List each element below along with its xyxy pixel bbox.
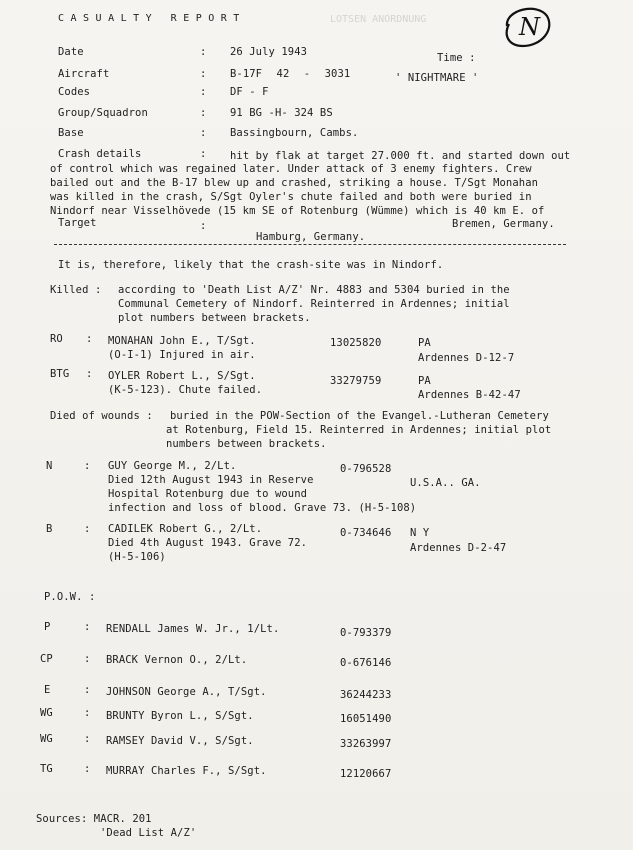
pow-pos-5: WG [40,733,53,745]
dow-colon-2: : [84,523,91,535]
pow-serial-3: 36244233 [340,689,392,701]
dow-pos-2: B [46,523,53,535]
base-colon: : [200,127,207,139]
killed-state-1: PA [418,337,431,349]
killed-note-1: (O-I-1) Injured in air. [108,349,256,361]
killed-name-1: MONAHAN John E., T/Sgt. [108,335,256,347]
date-value: 26 July 1943 [230,46,308,58]
dow-line-1: buried in the POW-Section of the Evangel.-Lutheran Cemetery [170,410,549,422]
base-label: Base [58,127,84,139]
date-label: Date [58,46,84,58]
dow-detail-2b: (H-5-106) [108,551,166,563]
pow-name-6: MURRAY Charles F., S/Sgt. [106,765,267,777]
report-title: CASUALTY REPORT [58,13,246,24]
codes-colon: : [200,86,207,98]
pow-pos-4: WG [40,707,53,719]
dow-detail-1a: Died 12th August 1943 in Reserve [108,474,314,486]
time-label: Time : [437,52,476,64]
codes-value: DF - F [230,86,269,98]
pow-pos-1: P [44,621,51,633]
aircraft-name: ' NIGHTMARE ' [395,72,479,84]
killed-state-2: PA [418,375,431,387]
pow-pos-3: E [44,684,51,696]
group-colon: : [200,107,207,119]
dow-detail-1b: Hospital Rotenburg due to wound [108,488,308,500]
crash-colon: : [200,148,207,160]
target-extra: Bremen, Germany. [452,218,555,230]
pow-label: P.O.W. : [44,591,96,603]
pow-colon-6: : [84,763,91,775]
dow-detail-2a: Died 4th August 1943. Grave 72. [108,537,308,549]
target-label: Target [58,217,97,229]
pow-pos-6: TG [40,763,53,775]
dow-detail-1c: infection and loss of blood. Grave 73. (H-5-108) [108,502,417,514]
killed-colon-2: : [86,368,93,380]
target-value: Hamburg, Germany. [256,231,366,243]
dow-label: Died of wounds : [50,410,153,422]
aircraft-colon: : [200,68,207,80]
killed-serial-1: 13025820 [330,337,382,349]
dow-name-2: CADILEK Robert G., 2/Lt. [108,523,263,535]
pow-serial-2: 0-676146 [340,657,392,669]
dow-grave-2: Ardennes D-2-47 [410,542,507,554]
killed-note-2: (K-5-123). Chute failed. [108,384,263,396]
aircraft-label: Aircraft [58,68,110,80]
pow-name-2: BRACK Vernon O., 2/Lt. [106,654,248,666]
dow-state-2: N Y [410,527,430,539]
pow-name-3: JOHNSON George A., T/Sgt. [106,686,267,698]
pow-pos-2: CP [40,653,53,665]
killed-label: Killed : [50,284,102,296]
date-colon: : [200,46,207,58]
killed-line-2: Communal Cemetery of Nindorf. Reinterred in Ardennes; initial [118,298,510,310]
dow-line-2: at Rotenburg, Field 15. Reinterred in Ardennes; initial plot [166,424,552,436]
sources-line-2: 'Dead List A/Z' [100,827,197,839]
dow-colon-1: : [84,460,91,472]
group-value: 91 BG -H- 324 BS [230,107,333,119]
killed-line-1: according to 'Death List A/Z' Nr. 4883 and 5304 buried in the [118,284,510,296]
sources-label: Sources: MACR. 201 [36,813,152,825]
divider-dashed [54,244,566,245]
killed-grave-2: Ardennes B-42-47 [418,389,521,401]
killed-grave-1: Ardennes D-12-7 [418,352,515,364]
dow-line-3: numbers between brackets. [166,438,327,450]
pow-colon-5: : [84,733,91,745]
bleed-through-text: LOTSEN ANORDNUNG [330,14,427,25]
dow-name-1: GUY George M., 2/Lt. [108,460,237,472]
pow-name-1: RENDALL James W. Jr., 1/Lt. [106,623,280,635]
pow-colon-4: : [84,707,91,719]
crash-line-5: Nindorf near Visselhövede (15 km SE of Rotenburg (Wümme) which is 40 km E. of [50,205,545,217]
codes-label: Codes [58,86,91,98]
crash-site-note: It is, therefore, likely that the crash-site was in Nindorf. [58,259,444,271]
dow-serial-2: 0-734646 [340,527,392,539]
corner-mark-letter: N [519,13,540,41]
killed-line-3: plot numbers between brackets. [118,312,311,324]
pow-serial-5: 33263997 [340,738,392,750]
dow-state-1: U.S.A.. GA. [410,477,481,489]
pow-colon-1: : [84,621,91,633]
pow-colon-2: : [84,653,91,665]
pow-colon-3: : [84,684,91,696]
target-colon: : [200,220,207,232]
pow-serial-6: 12120667 [340,768,392,780]
crash-line-2: of control which was regained later. Under attack of 3 enemy fighters. Crew [50,163,532,175]
pow-name-4: BRUNTY Byron L., S/Sgt. [106,710,254,722]
killed-name-2: OYLER Robert L., S/Sgt. [108,370,256,382]
crash-label: Crash details [58,148,142,160]
crash-line-1: hit by flak at target 27.000 ft. and started down out [230,150,571,162]
dow-pos-1: N [46,460,53,472]
pow-serial-1: 0-793379 [340,627,392,639]
group-label: Group/Squadron [58,107,148,119]
dow-serial-1: 0-796528 [340,463,392,475]
aircraft-value: B-17F 42 - 3031 [230,68,351,80]
killed-colon-1: : [86,333,93,345]
killed-pos-1: RO [50,333,63,345]
killed-pos-2: BTG [50,368,70,380]
crash-line-4: was killed in the crash, S/Sgt Oyler's chute failed and both were buried in [50,191,532,203]
pow-name-5: RAMSEY David V., S/Sgt. [106,735,254,747]
crash-line-3: bailed out and the B-17 blew up and crashed, striking a house. T/Sgt Monahan [50,177,539,189]
handwritten-circle-mark [497,2,557,52]
pow-serial-4: 16051490 [340,713,392,725]
killed-serial-2: 33279759 [330,375,382,387]
base-value: Bassingbourn, Cambs. [230,127,359,139]
